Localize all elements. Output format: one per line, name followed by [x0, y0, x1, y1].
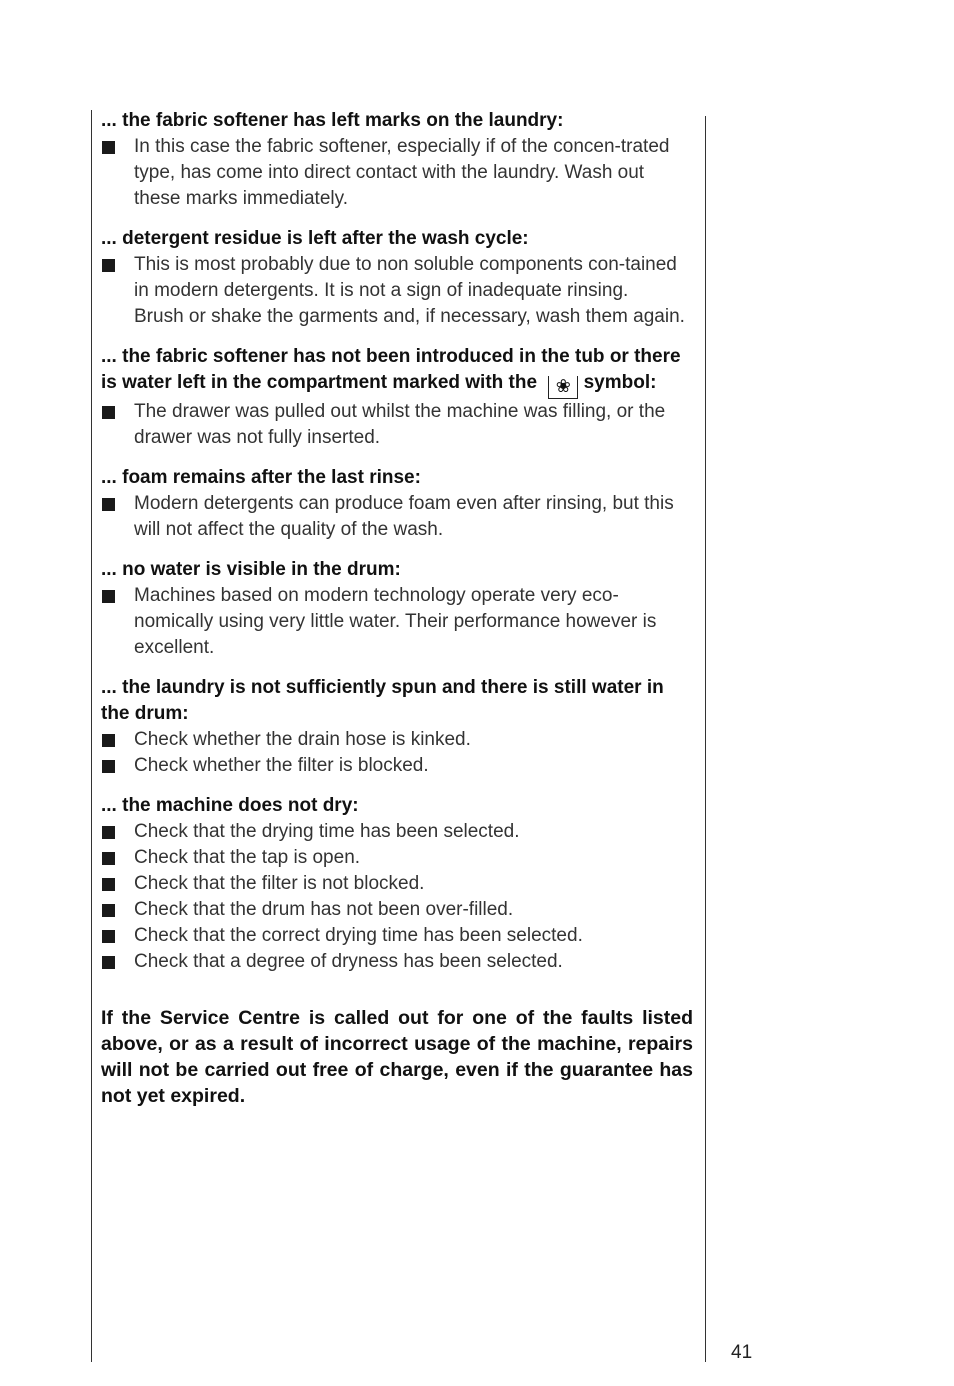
section-detergent-residue: [101, 226, 693, 330]
list-item: [101, 491, 693, 543]
list-item-text: Check that the drying time has been selected.: [134, 821, 520, 842]
list-item: [101, 819, 693, 845]
section-heading: ... foam remains after the last rinse:: [101, 467, 421, 488]
list-item: [101, 399, 693, 451]
continuation-text: Brush or shake the garments and, if necessary, wash them again.: [134, 306, 685, 327]
square-bullet-icon: [102, 760, 115, 773]
list-item-text: Check that the correct drying time has been selected.: [134, 925, 583, 946]
square-bullet-icon: [102, 826, 115, 839]
section-not-spun: [101, 675, 693, 779]
square-bullet-icon: [102, 878, 115, 891]
square-bullet-icon: [102, 734, 115, 747]
section-softener-not-introduced: [101, 344, 693, 451]
square-bullet-icon: [102, 141, 115, 154]
list-item-text: The drawer was pulled out whilst the machine was filling, or the drawer was not fully inserted.: [134, 401, 666, 448]
list-item: [101, 871, 693, 897]
square-bullet-icon: [102, 590, 115, 603]
list-item: [101, 583, 693, 661]
section-foam-remains: [101, 465, 693, 543]
list-item: [101, 252, 693, 304]
list-item: [101, 134, 693, 212]
square-bullet-icon: [102, 930, 115, 943]
fabric-softener-compartment-icon: ❀: [548, 376, 578, 399]
heading-text-suffix: symbol:: [583, 372, 657, 393]
square-bullet-icon: [102, 498, 115, 511]
heading-text: ... the fabric softener has not been introduced in the tub or there is water left in the compartment marked with the: [101, 346, 681, 393]
section-heading: [101, 344, 693, 399]
square-bullet-icon: [102, 406, 115, 419]
left-margin-rule: [91, 110, 92, 1362]
square-bullet-icon: [102, 259, 115, 272]
section-softener-marks: [101, 108, 693, 212]
right-margin-rule: [705, 116, 706, 1362]
list-item: [101, 727, 693, 753]
section-heading: ... no water is visible in the drum:: [101, 559, 401, 580]
square-bullet-icon: [102, 956, 115, 969]
list-item: [101, 897, 693, 923]
list-item: [101, 923, 693, 949]
list-item-text: Check that the tap is open.: [134, 847, 361, 868]
section-heading: ... the machine does not dry:: [101, 795, 359, 816]
section-does-not-dry: [101, 793, 693, 975]
list-item-text: Check whether the drain hose is kinked.: [134, 729, 471, 750]
list-item-text: Check that the filter is not blocked.: [134, 873, 425, 894]
section-heading: ... the fabric softener has left marks on the laundry:: [101, 110, 564, 131]
section-heading: ... detergent residue is left after the wash cycle:: [101, 228, 529, 249]
list-item-text: This is most probably due to non soluble components con-tained in modern detergents. It is not a sign of inadequate rinsing.: [134, 254, 677, 301]
list-item-text: Check that a degree of dryness has been selected.: [134, 951, 563, 972]
square-bullet-icon: [102, 852, 115, 865]
list-item: [101, 845, 693, 871]
section-heading: ... the laundry is not sufficiently spun and there is still water in the drum:: [101, 677, 664, 724]
list-item-text: Machines based on modern technology operate very eco-nomically using very little water. Their performance however is excellent.: [134, 585, 657, 658]
troubleshooting-content: [101, 108, 693, 1129]
list-item-text: Check that the drum has not been over-filled.: [134, 899, 514, 920]
list-item-text: Modern detergents can produce foam even after rinsing, but this will not affect the quality of the wash.: [134, 493, 674, 540]
list-item: [101, 949, 693, 975]
square-bullet-icon: [102, 904, 115, 917]
guarantee-notice: If the Service Centre is called out for one of the faults listed above, or as a result of incorrect usage of the machine, repairs will not be carried out free of charge, even if the guarantee has not yet expired.: [101, 1007, 693, 1107]
page-number: 41: [731, 1342, 753, 1363]
list-item: [101, 753, 693, 779]
list-item-text: In this case the fabric softener, especially if of the concen-trated type, has come into direct contact with the laundry. Wash out these marks immediately.: [134, 136, 670, 209]
list-item-text: Check whether the filter is blocked.: [134, 755, 429, 776]
section-no-water-visible: [101, 557, 693, 661]
